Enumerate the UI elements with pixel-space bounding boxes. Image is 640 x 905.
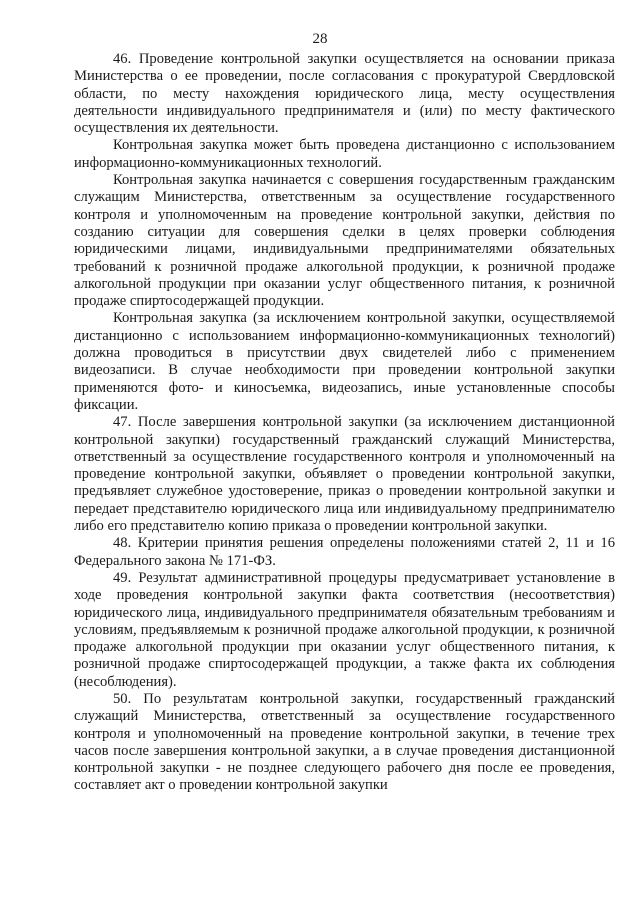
paragraph-47: 47. После завершения контрольной закупки (за исключением дистанционной контрольной закупки) государственный гражданский служащий Министерства, ответственный за осуществление государственного контроля и уполномоченный на проведение контрольной закупки, объявляет о проведении контрольной закупки, предъявляет служебное удостоверение, приказ о проведении контрольной закупки и передает представителю юридического лица или индивидуальному предпринимателю либо его представителю копию приказа о проведении контрольной закупки. — [74, 414, 615, 535]
paragraph-46: 46. Проведение контрольной закупки осуществляется на основании приказа Министерства о ее проведении, после согласования с прокуратурой Свердловской области, по месту нахождения юридического лица, месту осуществления деятельности индивидуального предпринимателя и (или) по месту фактического осуществления их деятельности. — [74, 51, 615, 137]
paragraph-49: 49. Результат административной процедуры предусматривает установление в ходе проведения контрольной закупки факта соответствия (несоответствия) юридического лица, индивидуального предпринимателя обязательным требованиям и условиям, предъявляемым к розничной продаже алкогольной продукции, к розничной продаже алкогольной продукции при оказании услуг общественного питания, к розничной продаже спиртосодержащей продукции, а также факта их соблюдения (несоблюдения). — [74, 569, 615, 690]
paragraph-witnesses: Контрольная закупка (за исключением контрольной закупки, осуществляемой дистанционно с использованием информационно-коммуникационных технологий) должна проводиться в присутствии двух свидетелей либо с применением видеозаписи. В случае необходимости при проведении контрольной закупки применяются фото- и киносъемка, видеозапись, иные установленные способы фиксации. — [74, 310, 615, 413]
page-number: 28 — [312, 31, 328, 47]
paragraph-remote-purchase: Контрольная закупка может быть проведена дистанционно с использованием информационно-коммуникационных технологий. — [74, 137, 615, 171]
paragraph-48: 48. Критерии принятия решения определены положениями статей 2, 11 и 16 Федерального закона № 171-ФЗ. — [74, 535, 615, 569]
paragraph-purchase-start: Контрольная закупка начинается с совершения государственным гражданским служащим Министерства, ответственным за осуществление государственного контроля и уполномоченным на проведение контрольной закупки, действия по созданию ситуации для совершения сделки в целях проверки соблюдения юридическими лицами, индивидуальными предпринимателями обязательных требований к розничной продаже алкогольной продукции, к розничной продаже алкогольной продукции при оказании услуг общественного питания, к розничной продаже спиртосодержащей продукции. — [74, 172, 615, 310]
paragraph-50: 50. По результатам контрольной закупки, государственный гражданский служащий Министерства, ответственный за осуществление государственного контроля и уполномоченный на проведение контрольной закупки, в течение трех часов после завершения контрольной закупки, а в случае проведения дистанционной контрольной закупки - не позднее следующего рабочего дня после ее проведения, составляет акт о проведении контрольной закупки — [74, 690, 615, 794]
document-body — [74, 51, 615, 795]
